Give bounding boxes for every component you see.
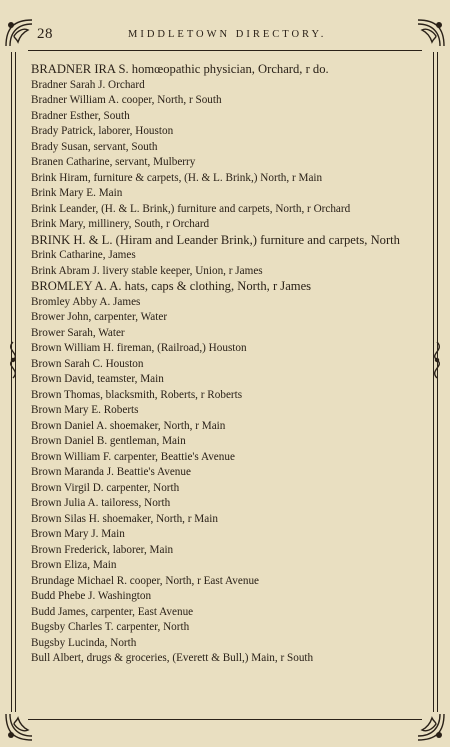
directory-entry: Brink Mary E. Main bbox=[31, 187, 123, 199]
directory-entry: Budd Phebe J. Washington bbox=[31, 590, 152, 602]
corner-ornament-icon bbox=[414, 710, 448, 744]
footer-rule bbox=[28, 719, 422, 720]
directory-entry: Brown Frederick, laborer, Main bbox=[31, 543, 174, 556]
directory-entry: BRADNER IRA S. homœopathic physician, Orchard, r do. bbox=[31, 62, 329, 76]
header-rule bbox=[28, 50, 422, 51]
page-number: 28 bbox=[37, 26, 53, 42]
page-header bbox=[0, 22, 450, 46]
side-scroll-ornament-icon bbox=[427, 340, 447, 380]
directory-entry: Bugsby Lucinda, North bbox=[31, 636, 137, 649]
directory-entry: Brown Eliza, Main bbox=[31, 559, 117, 571]
frame-right-rule bbox=[437, 52, 438, 712]
directory-entry: Brown Thomas, blacksmith, Roberts, r Roberts bbox=[31, 388, 243, 401]
directory-entry: Brown Silas H. shoemaker, North, r Main bbox=[31, 512, 218, 525]
directory-entry: Brown Mary J. Main bbox=[31, 528, 125, 540]
directory-entry: Brown William F. carpenter, Beattie's Avenue bbox=[31, 450, 235, 463]
directory-entry: Brown William H. fireman, (Railroad,) Houston bbox=[31, 342, 247, 354]
directory-entry: Brown Julia A. tailoress, North bbox=[31, 497, 171, 509]
directory-entry: Bugsby Charles T. carpenter, North bbox=[31, 621, 190, 633]
corner-ornament-icon bbox=[2, 16, 36, 50]
directory-entry: Brower Sarah, Water bbox=[31, 326, 125, 339]
directory-entry: Brink Mary, millinery, South, r Orchard bbox=[31, 218, 210, 230]
directory-entry: BRINK H. & L. (Hiram and Leander Brink,) furniture and carpets, North bbox=[31, 232, 400, 247]
directory-entry: Brink Hiram, furniture & carpets, (H. & L. Brink,) North, r Main bbox=[31, 171, 323, 184]
directory-entry: Brown Sarah C. Houston bbox=[31, 357, 144, 370]
directory-entry: Brundage Michael R. cooper, North, r East Avenue bbox=[31, 574, 259, 587]
frame-right-inner-rule bbox=[433, 52, 434, 712]
side-scroll-ornament-icon bbox=[3, 340, 23, 380]
directory-entry: Bromley Abby A. James bbox=[31, 295, 141, 308]
directory-entry: Brink Catharine, James bbox=[31, 249, 136, 261]
directory-entry: Brown David, teamster, Main bbox=[31, 373, 164, 385]
directory-entry: Brown Daniel B. gentleman, Main bbox=[31, 435, 186, 447]
directory-entry: Brown Mary E. Roberts bbox=[31, 404, 139, 416]
directory-entry: Brink Leander, (H. & L. Brink,) furniture and carpets, North, r Orchard bbox=[31, 202, 351, 215]
frame-left-inner-rule bbox=[15, 52, 16, 712]
frame-left-rule bbox=[11, 52, 12, 712]
directory-entries bbox=[31, 62, 423, 667]
directory-entry: Branen Catharine, servant, Mulberry bbox=[31, 156, 196, 168]
directory-entry: Brown Maranda J. Beattie's Avenue bbox=[31, 466, 191, 478]
directory-entry: Budd James, carpenter, East Avenue bbox=[31, 605, 194, 618]
directory-entry: Brown Virgil D. carpenter, North bbox=[31, 481, 180, 494]
running-head: MIDDLETOWN DIRECTORY. bbox=[128, 29, 327, 40]
directory-entry: Brink Abram J. livery stable keeper, Union, r James bbox=[31, 264, 263, 277]
directory-entry: Bradner Esther, South bbox=[31, 109, 130, 122]
directory-entry: Brady Patrick, laborer, Houston bbox=[31, 125, 174, 137]
directory-entry: BROMLEY A. A. hats, caps & clothing, North, r James bbox=[31, 279, 312, 293]
directory-entry: Bradner Sarah J. Orchard bbox=[31, 78, 145, 91]
directory-entry: Bull Albert, drugs & groceries, (Everett & Bull,) Main, r South bbox=[31, 652, 314, 664]
directory-entry: Bradner William A. cooper, North, r South bbox=[31, 94, 222, 106]
corner-ornament-icon bbox=[2, 710, 36, 744]
directory-entry: Brown Daniel A. shoemaker, North, r Main bbox=[31, 419, 226, 432]
corner-ornament-icon bbox=[414, 16, 448, 50]
directory-entry: Brady Susan, servant, South bbox=[31, 140, 158, 153]
directory-entry: Brower John, carpenter, Water bbox=[31, 311, 168, 323]
